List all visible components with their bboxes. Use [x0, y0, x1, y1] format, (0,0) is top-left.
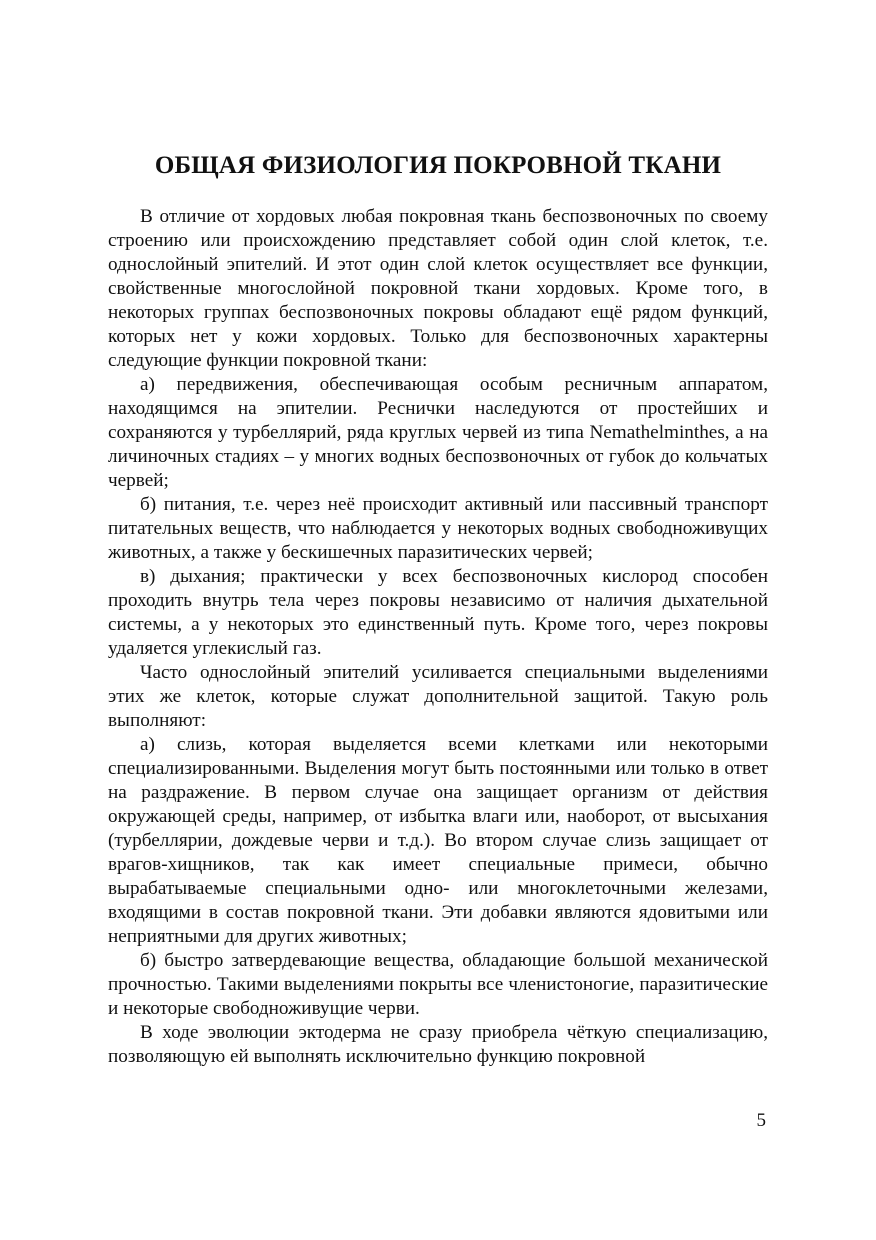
paragraph: В ходе эволюции эктодерма не сразу приобрела чёткую специализацию, позволяющую ей выполнять исключительно функцию покровной	[108, 1022, 768, 1067]
body-text	[108, 205, 768, 1069]
page-number: 5	[756, 1110, 766, 1131]
paragraph: Часто однослойный эпителий усиливается специальными выделениями этих же клеток, которые служат дополнительной защитой. Такую роль выполняют:	[108, 662, 768, 731]
paragraph: б) питания, т.е. через неё происходит активный или пассивный транспорт питательных веществ, что наблюдается у некоторых водных свободноживущих животных, а также у бескишечных паразитических червей;	[108, 494, 768, 563]
paragraph: в) дыхания; практически у всех беспозвоночных кислород способен проходить внутрь тела через покровы независимо от наличия дыхательной системы, а у некоторых это единственный путь. Кроме того, через покровы удаляется углекислый газ.	[108, 566, 768, 659]
paragraph: б) быстро затвердевающие вещества, обладающие большой механической прочностью. Такими выделениями покрыты все членистоногие, паразитические и некоторые свободноживущие черви.	[108, 950, 768, 1019]
paragraph: а) передвижения, обеспечивающая особым ресничным аппаратом, находящимся на эпителии. Реснички наследуются от простейших и сохраняются у турбеллярий, ряда круглых червей из типа Nemathelminthes, а на личиночных стадиях – у многих водных беспозвоночных от губок до кольчатых червей;	[108, 374, 768, 491]
page-title: ОБЩАЯ ФИЗИОЛОГИЯ ПОКРОВНОЙ ТКАНИ	[154, 152, 722, 179]
paragraph: В отличие от хордовых любая покровная ткань беспозвоночных по своему строению или происхождению представляет собой один слой клеток, т.е. однослойный эпителий. И этот один слой клеток осуществляет все функции, свойственные многослойной покровной ткани хордовых. Кроме того, в некоторых группах беспозвоночных покровы обладают ещё рядом функций, которых нет у кожи хордовых. Только для беспозвоночных характерны следующие функции покровной ткани:	[108, 206, 768, 371]
paragraph: а) слизь, которая выделяется всеми клетками или некоторыми специализированными. Выделения могут быть постоянными или только в ответ на раздражение. В первом случае она защищает организм от действия окружающей среды, например, от избытка влаги или, наоборот, от высыхания (турбеллярии, дождевые черви и т.д.). Во втором случае слизь защищает от врагов-хищников, так как имеет специальные примеси, обычно вырабатываемые специальными одно- или многоклеточными железами, входящими в состав покровной ткани. Эти добавки являются ядовитыми или неприятными для других животных;	[108, 734, 768, 947]
